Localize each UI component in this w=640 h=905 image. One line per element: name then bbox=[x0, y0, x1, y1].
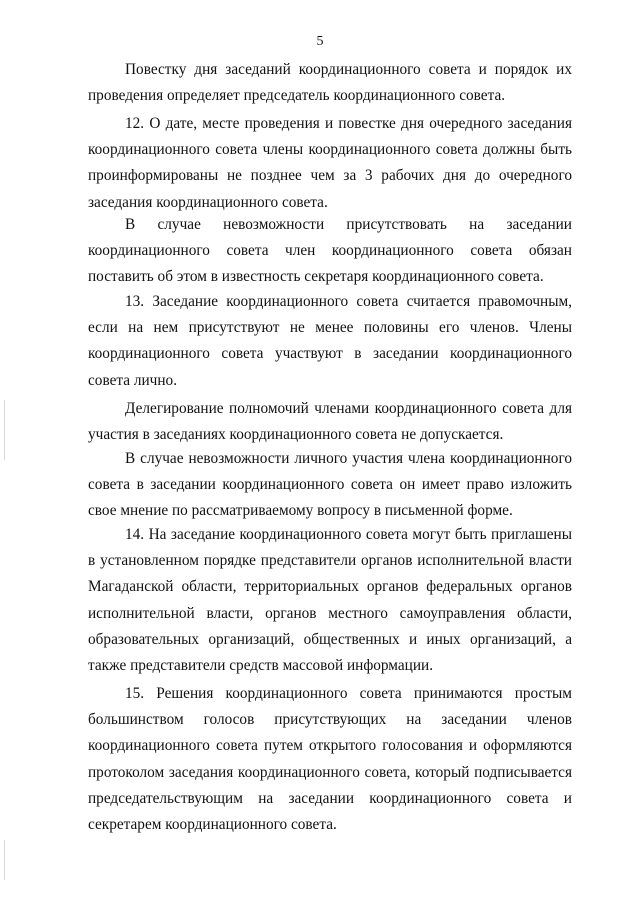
paragraph-item-15: 15. Решения координационного совета принимаются простым большинством голосов присутствующих на заседании членов координационного совета путем открытого голосования и оформляются протоколом заседания координационного совета, который подписывается председательствующим на заседании координационного совета и секретарем координационного совета. bbox=[88, 685, 572, 834]
paragraph-delegation: Делегирование полномочий членами координационного совета для участия в заседаниях координационного совета не допускается. bbox=[88, 400, 572, 444]
paragraph-item-13: 13. Заседание координационного совета считается правомочным, если на нем присутствуют не менее половины его членов. Члены координационного совета участвуют в заседании координационного совета лично. bbox=[88, 293, 572, 389]
page-number: 5 bbox=[316, 34, 324, 49]
paragraph-item-12: 12. О дате, месте проведения и повестке дня очередного заседания координационного совета члены координационного совета должны быть проинформированы не позднее чем за 3 рабочих дня до очередного заседания координационного совета. bbox=[88, 115, 572, 211]
paragraph-agenda: Повестку дня заседаний координационного совета и порядок их проведения определяет председатель координационного совета. bbox=[88, 61, 572, 105]
scan-edge-mark bbox=[4, 840, 5, 880]
paragraph-absence-notice: В случае невозможности присутствовать на заседании координационного совета член координационного совета обязан поставить об этом в известность секретаря координационного совета. bbox=[88, 216, 572, 286]
paragraph-written-opinion: В случае невозможности личного участия члена координационного совета в заседании координационного совета он имеет право изложить свое мнение по рассматриваемому вопросу в письменной форме. bbox=[88, 450, 572, 520]
scan-edge-mark bbox=[4, 400, 5, 460]
paragraph-item-14: 14. На заседание координационного совета могут быть приглашены в установленном порядке представители органов исполнительной власти Магаданской области, территориальных органов федеральных органов исполнительной власти, органов местного самоуправления области, образовательных организаций, общественных и иных организаций, а также представители средств массовой информации. bbox=[88, 526, 572, 675]
